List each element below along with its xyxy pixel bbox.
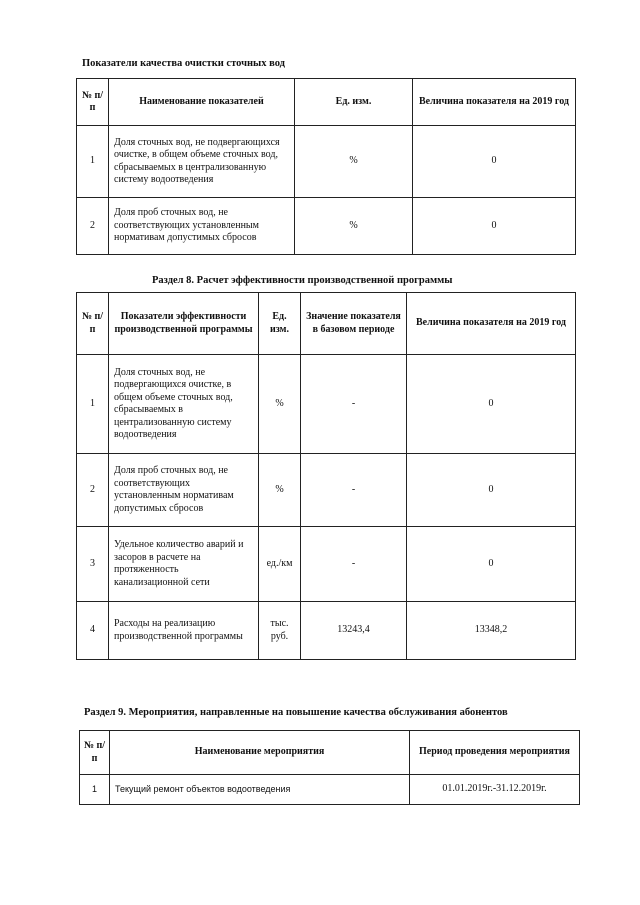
col-header-measure: Наименование мероприятия [110, 731, 410, 775]
row-num: 1 [77, 355, 109, 454]
row-num: 4 [77, 602, 109, 660]
row-unit: % [259, 355, 301, 454]
row-value: 0 [407, 527, 576, 602]
col-header-num: № п/п [77, 293, 109, 355]
row-name: Доля сточных вод, не подвергающихся очистке, в общем объеме сточных вод, сбрасываемых в централизованную систему водоотведения [109, 126, 295, 198]
col-header-value: Величина показателя на 2019 год [407, 293, 576, 355]
col-header-name: Наименование показателей [109, 79, 295, 126]
row-base: 13243,4 [301, 602, 407, 660]
row-name: Расходы на реализацию производственной программы [109, 602, 259, 660]
table-row [77, 602, 576, 660]
quality-section-title: Показатели качества очистки сточных вод [82, 58, 285, 69]
row-period: 01.01.2019г.-31.12.2019г. [410, 775, 580, 805]
row-base: - [301, 454, 407, 527]
table-row [77, 454, 576, 527]
table-row [77, 198, 576, 255]
col-header-value: Величина показателя на 2019 год [413, 79, 576, 126]
table-row [77, 126, 576, 198]
row-unit: тыс. руб. [259, 602, 301, 660]
quality-header-row [77, 79, 576, 126]
row-value: 0 [413, 198, 576, 255]
row-num: 3 [77, 527, 109, 602]
row-value: 0 [407, 355, 576, 454]
row-value: 0 [407, 454, 576, 527]
col-header-num: № п/п [80, 731, 110, 775]
table-row [77, 527, 576, 602]
col-header-unit: Ед. изм. [295, 79, 413, 126]
col-header-num: № п/п [77, 79, 109, 126]
section9-table [79, 730, 580, 805]
row-name: Доля проб сточных вод, не соответствующих установленным нормативам допустимых сбросов [109, 454, 259, 527]
section9-title: Раздел 9. Мероприятия, направленные на повышение качества обслуживания абонентов [84, 707, 508, 718]
row-num: 1 [80, 775, 110, 805]
col-header-base: Значение показателя в базовом периоде [301, 293, 407, 355]
row-base: - [301, 527, 407, 602]
row-num: 1 [77, 126, 109, 198]
row-name: Доля сточных вод, не подвергающихся очистке, в общем объеме сточных вод, сбрасываемых в централизованную систему водоотведения [109, 355, 259, 454]
row-name: Текущий ремонт объектов водоотведения [110, 775, 410, 805]
row-unit: % [295, 126, 413, 198]
table-row [80, 775, 580, 805]
row-name: Доля проб сточных вод, не соответствующих установленным нормативам допустимых сбросов [109, 198, 295, 255]
section8-table [76, 292, 576, 660]
row-num: 2 [77, 198, 109, 255]
col-header-period: Период проведения мероприятия [410, 731, 580, 775]
col-header-unit: Ед. изм. [259, 293, 301, 355]
row-name: Удельное количество аварий и засоров в расчете на протяженность канализационной сети [109, 527, 259, 602]
row-unit: % [295, 198, 413, 255]
section9-header-row [80, 731, 580, 775]
col-header-indicator: Показатели эффективности производственной программы [109, 293, 259, 355]
table-row [77, 355, 576, 454]
section8-title: Раздел 8. Расчет эффективности производственной программы [152, 275, 453, 286]
row-base: - [301, 355, 407, 454]
row-value: 0 [413, 126, 576, 198]
row-unit: ед./км [259, 527, 301, 602]
row-unit: % [259, 454, 301, 527]
row-value: 13348,2 [407, 602, 576, 660]
row-num: 2 [77, 454, 109, 527]
section8-header-row [77, 293, 576, 355]
quality-table [76, 78, 576, 255]
